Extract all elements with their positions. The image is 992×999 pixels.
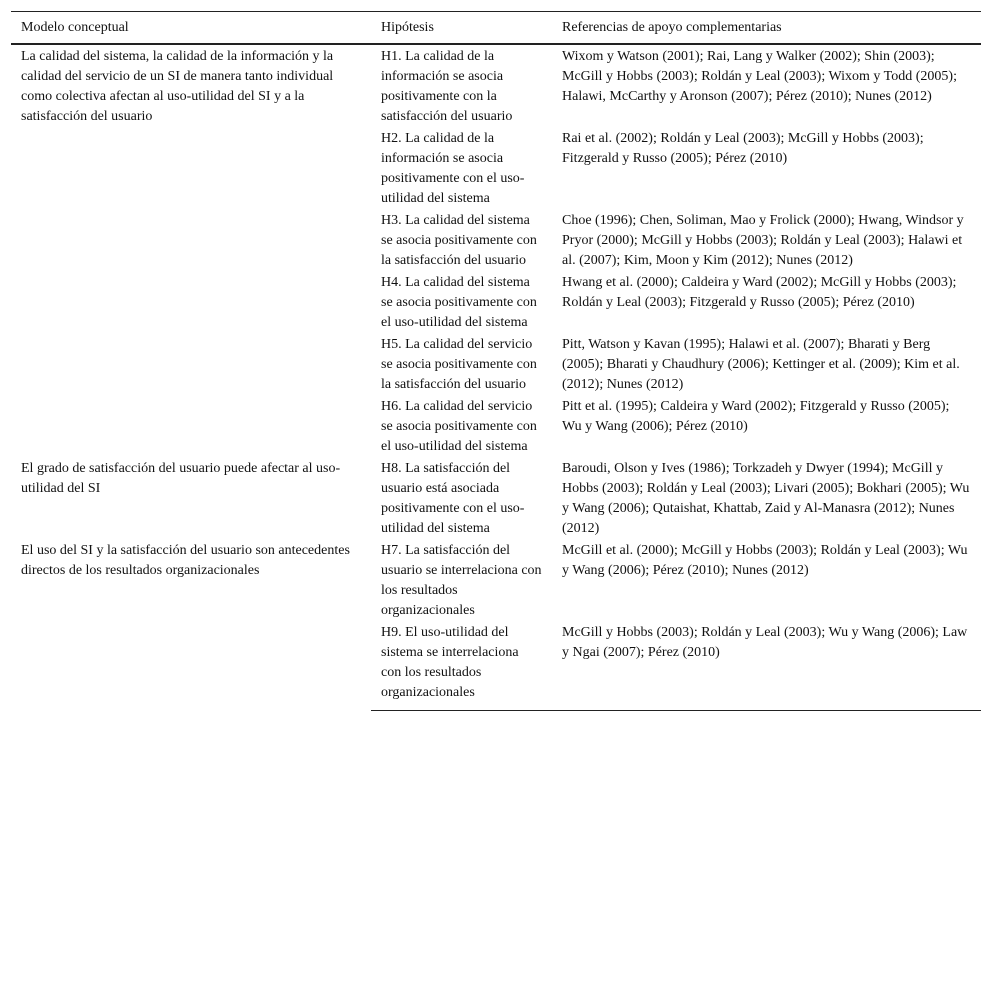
- hypothesis-cell: H1. La calidad de la información se asocia positivamente con la satisfacción del usuario: [381, 48, 513, 124]
- table-header: [11, 12, 981, 44]
- header-modelo-conceptual: Modelo conceptual: [11, 12, 371, 44]
- model-cell: El uso del SI y la satisfacción del usuario son antecedentes directos de los resultados organizacionales: [21, 542, 350, 578]
- hypothesis-cell: H7. La satisfacción del usuario se interrelaciona con los resultados organizacionales: [381, 542, 542, 618]
- table-row: [11, 44, 981, 128]
- hypothesis-cell: H6. La calidad del servicio se asocia positivamente con el uso-utilidad del sistema: [381, 398, 537, 454]
- references-cell: McGill y Hobbs (2003); Roldán y Leal (2003); Wu y Wang (2006); Law y Ngai (2007); Pérez (2010): [552, 622, 981, 711]
- references-cell: Pitt, Watson y Kavan (1995); Halawi et al. (2007); Bharati y Berg (2005); Bharati y Chaudhury (2006); Kettinger et al. (2009); Kim et al. (2012); Nunes (2012): [562, 336, 960, 392]
- model-cell: El grado de satisfacción del usuario puede afectar al uso-utilidad del SI: [21, 460, 341, 496]
- header-referencias: Referencias de apoyo complementarias: [552, 12, 981, 44]
- hypotheses-table: [11, 11, 981, 711]
- hypothesis-cell: H9. El uso-utilidad del sistema se interrelaciona con los resultados organizacionales: [371, 622, 552, 711]
- references-cell: Choe (1996); Chen, Soliman, Mao y Frolick (2000); Hwang, Windsor y Pryor (2000); McGill y Hobbs (2003); Roldán y Leal (2003); Halawi et al. (2007); Kim, Moon y Kim (2012); Nunes (2012): [562, 212, 964, 268]
- table-body: [11, 44, 981, 711]
- references-cell: Baroudi, Olson y Ives (1986); Torkzadeh y Dwyer (1994); McGill y Hobbs (2003); Roldán y Leal (2003); Livari (2005); Bokhari (2005); Wu y Wang (2006); Qutaishat, Khattab, Zaid y Al-Manasra (2012); Nunes (2012): [562, 460, 970, 536]
- table-row: [11, 540, 981, 622]
- references-cell: Wixom y Watson (2001); Rai, Lang y Walker (2002); Shin (2003); McGill y Hobbs (2003); Roldán y Leal (2003); Wixom y Todd (2005); Halawi, McCarthy y Aronson (2007); Pérez (2010); Nunes (2012): [562, 48, 957, 104]
- hypothesis-cell: H4. La calidad del sistema se asocia positivamente con el uso-utilidad del sistema: [381, 274, 537, 330]
- table-row: [11, 458, 981, 540]
- references-cell: Rai et al. (2002); Roldán y Leal (2003); McGill y Hobbs (2003); Fitzgerald y Russo (2005); Pérez (2010): [562, 130, 924, 166]
- model-cell: La calidad del sistema, la calidad de la información y la calidad del servicio de un SI de manera tanto individual como colectiva afectan al uso-utilidad del SI y a la satisfacción del usuario: [21, 48, 334, 124]
- references-cell: McGill et al. (2000); McGill y Hobbs (2003); Roldán y Leal (2003); Wu y Wang (2006); Pérez (2010); Nunes (2012): [562, 542, 968, 578]
- references-cell: Hwang et al. (2000); Caldeira y Ward (2002); McGill y Hobbs (2003); Roldán y Leal (2003); Fitzgerald y Russo (2005); Pérez (2010): [562, 274, 957, 310]
- header-hipotesis: Hipótesis: [371, 12, 552, 44]
- hypothesis-cell: H5. La calidad del servicio se asocia positivamente con la satisfacción del usuario: [381, 336, 537, 392]
- hypothesis-cell: H3. La calidad del sistema se asocia positivamente con la satisfacción del usuario: [381, 212, 537, 268]
- references-cell: Pitt et al. (1995); Caldeira y Ward (2002); Fitzgerald y Russo (2005); Wu y Wang (2006); Pérez (2010): [562, 398, 950, 434]
- hypothesis-cell: H2. La calidad de la información se asocia positivamente con el uso-utilidad del sistema: [381, 130, 525, 206]
- hypothesis-cell: H8. La satisfacción del usuario está asociada positivamente con el uso-utilidad del sistema: [381, 460, 525, 536]
- header-row: [11, 12, 981, 44]
